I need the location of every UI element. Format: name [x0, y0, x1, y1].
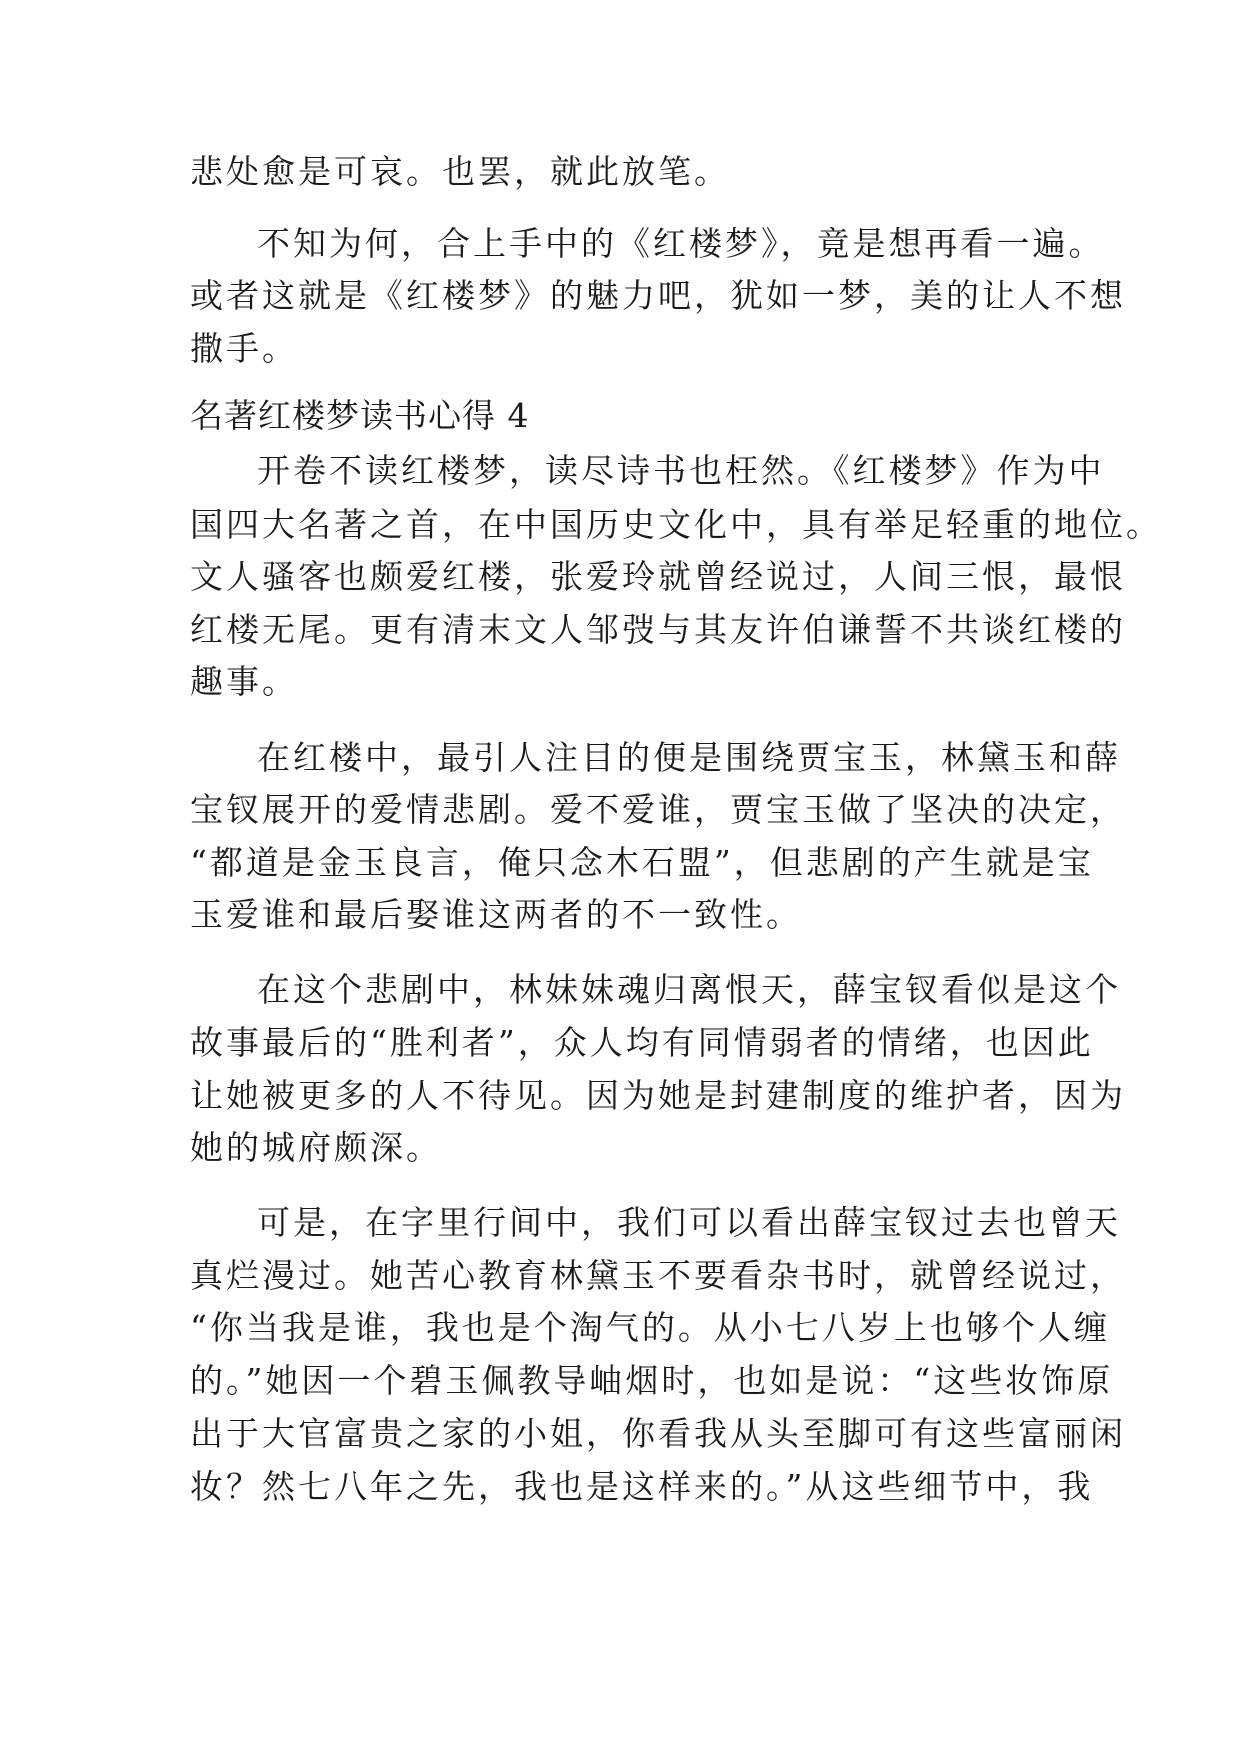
paragraph-3-line-5: 趣事。: [190, 662, 298, 701]
paragraph-1-line-1: 悲处愈是可哀。也罢，就此放笔。: [190, 152, 730, 191]
paragraph-3-line-1: 开卷不读红楼梦，读尽诗书也枉然。《红楼梦》作为中: [257, 451, 1105, 490]
paragraph-3-line-2: 国四大名著之首，在中国历史文化中，具有举足轻重的地位。: [190, 505, 1162, 544]
paragraph-6-line-3: “你当我是谁，我也是个淘气的。从小七八岁上也够个人缠: [190, 1308, 1110, 1347]
paragraph-5-line-1: 在这个悲剧中，林妹妹魂归离恨天，薛宝钗看似是这个: [257, 970, 1121, 1009]
paragraph-6-line-1: 可是，在字里行间中，我们可以看出薛宝钗过去也曾天: [257, 1203, 1121, 1242]
paragraph-4-line-3: “都道是金玉良言，俺只念木石盟”，但悲剧的产生就是宝: [190, 843, 1094, 882]
paragraph-3-line-4: 红楼无尾。更有清末文人邹弢与其友许伯谦誓不共谈红楼的: [190, 610, 1126, 649]
section-heading: 名著红楼梦读书心得 4: [190, 396, 530, 435]
paragraph-6-line-2: 真烂漫过。她苦心教育林黛玉不要看杂书时，就曾经说过，: [190, 1256, 1126, 1295]
paragraph-5-line-2: 故事最后的“胜利者”，众人均有同情弱者的情绪，也因此: [190, 1023, 1094, 1062]
paragraph-4-line-2: 宝钗展开的爱情悲剧。爱不爱谁，贾宝玉做了坚决的决定，: [190, 790, 1126, 829]
paragraph-4-line-4: 玉爱谁和最后娶谁这两者的不一致性。: [190, 895, 802, 934]
paragraph-2-line-3: 撒手。: [190, 329, 298, 368]
paragraph-3-line-3: 文人骚客也颇爱红楼，张爱玲就曾经说过，人间三恨，最恨: [190, 557, 1126, 596]
paragraph-6-line-6: 妆？然七八年之先，我也是这样来的。”从这些细节中，我: [190, 1467, 1094, 1506]
paragraph-6-line-4: 的。”她因一个碧玉佩教导岫烟时，也如是说：“这些妆饰原: [190, 1361, 1114, 1400]
paragraph-5-line-4: 她的城府颇深。: [190, 1128, 442, 1167]
paragraph-2-line-2: 或者这就是《红楼梦》的魅力吧，犹如一梦，美的让人不想: [190, 276, 1126, 315]
paragraph-6-line-5: 出于大官富贵之家的小姐，你看我从头至脚可有这些富丽闲: [190, 1414, 1126, 1453]
paragraph-5-line-3: 让她被更多的人不待见。因为她是封建制度的维护者，因为: [190, 1076, 1126, 1115]
paragraph-4-line-1: 在红楼中，最引人注目的便是围绕贾宝玉，林黛玉和薛: [257, 738, 1121, 777]
paragraph-2-line-1: 不知为何，合上手中的《红楼梦》，竟是想再看一遍。: [257, 224, 1105, 263]
